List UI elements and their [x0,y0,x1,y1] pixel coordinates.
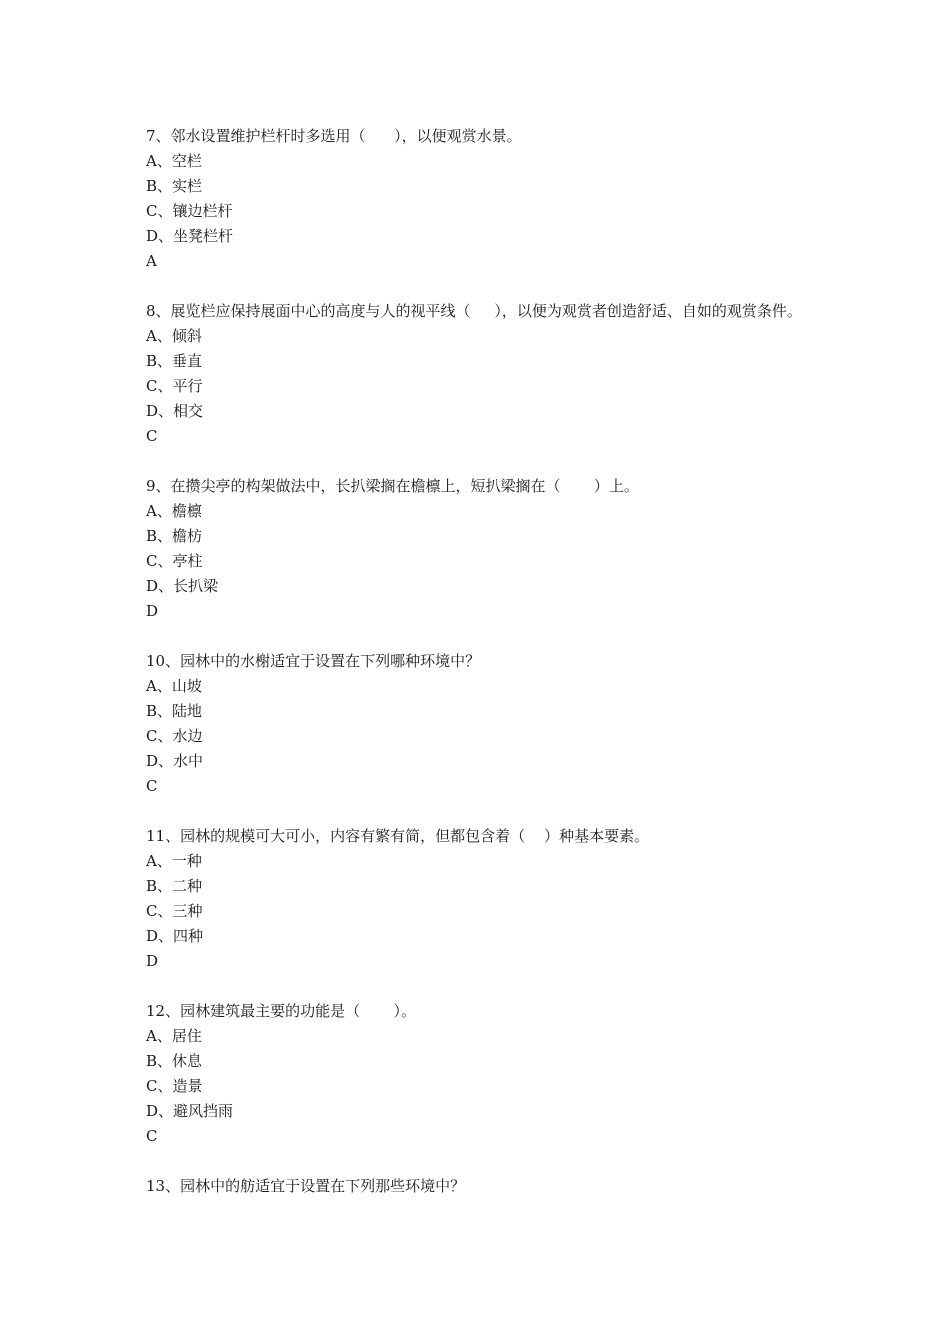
question-7 [146,124,826,274]
question-13 [146,1174,826,1199]
option-c: C、造景 [146,1077,203,1095]
answer: C [146,427,158,445]
option-a: A、空栏 [146,152,202,170]
question-stem: 13、园林中的舫适宜于设置在下列那些环境中？ [146,1177,466,1195]
answer: A [146,252,157,270]
question-12 [146,999,826,1149]
question-8 [146,299,826,449]
option-b: B、垂直 [146,352,203,370]
option-d: D、坐凳栏杆 [146,227,234,245]
option-b: B、檐枋 [146,527,203,545]
question-9 [146,474,826,624]
option-b: B、休息 [146,1052,203,1070]
option-d: D、水中 [146,752,204,770]
option-a: A、山坡 [146,677,202,695]
question-11 [146,824,826,974]
option-a: A、一种 [146,852,202,870]
question-stem: 8、展览栏应保持展面中心的高度与人的视平线（ ），以便为观赏者创造舒适、自如的观赏条件。 [146,302,802,320]
answer: D [146,952,159,970]
option-a: A、檐檩 [146,502,202,520]
question-stem: 9、在攒尖亭的构架做法中，长扒梁搁在檐檩上，短扒梁搁在（ ）上。 [146,477,639,495]
question-10 [146,649,826,799]
answer: C [146,1127,158,1145]
question-stem: 7、邻水设置维护栏杆时多选用（ ），以便观赏水景。 [146,127,522,145]
option-d: D、避风挡雨 [146,1102,234,1120]
answer: D [146,602,159,620]
option-b: B、实栏 [146,177,203,195]
question-list [146,124,826,1224]
option-a: A、倾斜 [146,327,202,345]
option-d: D、长扒梁 [146,577,219,595]
option-d: D、四种 [146,927,204,945]
question-stem: 10、园林中的水榭适宜于设置在下列哪种环境中？ [146,652,481,670]
option-b: B、二种 [146,877,203,895]
option-a: A、居住 [146,1027,202,1045]
option-c: C、镶边栏杆 [146,202,233,220]
answer: C [146,777,158,795]
option-c: C、平行 [146,377,203,395]
option-b: B、陆地 [146,702,203,720]
question-stem: 11、园林的规模可大可小，内容有繁有简，但都包含着（ ）种基本要素。 [146,827,650,845]
option-c: C、水边 [146,727,203,745]
question-stem: 12、园林建筑最主要的功能是（ ）。 [146,1002,416,1020]
option-c: C、三种 [146,902,203,920]
option-d: D、相交 [146,402,204,420]
option-c: C、亭柱 [146,552,203,570]
